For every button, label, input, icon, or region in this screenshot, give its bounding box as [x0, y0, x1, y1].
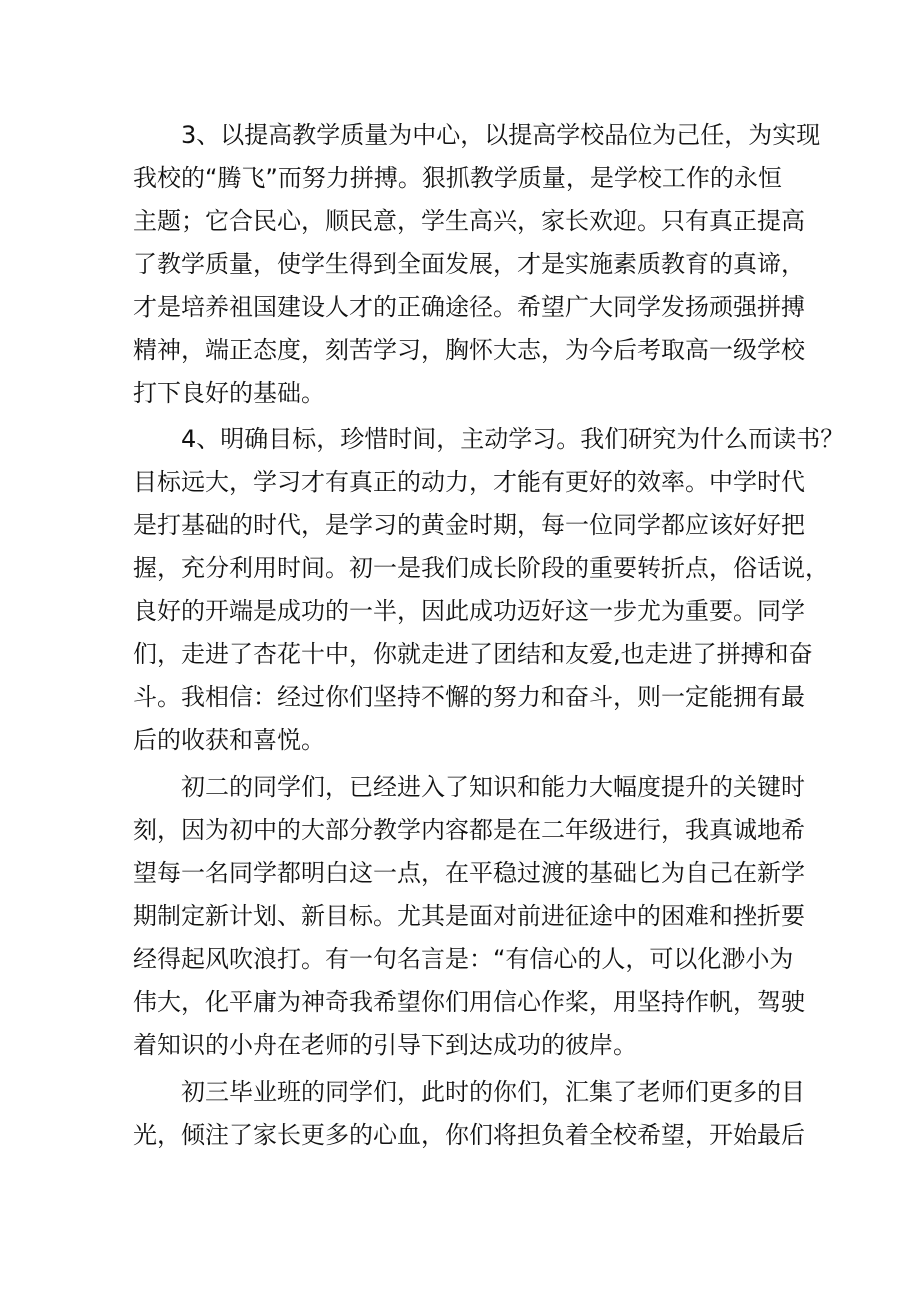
paragraph-4-line-7: 斗。我相信：经过你们坚持不懈的努力和奋斗，则一定能拥有最 [133, 683, 805, 711]
paragraph-3-line-3: 主题；它合民心，顺民意，学生高兴，家长欢迎。只有真正提高 [133, 207, 805, 235]
paragraph-3-line-7: 打下良好的基础。 [133, 379, 325, 407]
paragraph-grade2-line-5: 经得起风吹浪打。有一句名言是：“有信心的人，可以化渺小为 [133, 945, 794, 973]
paragraph-grade2-line-6: 伟大，化平庸为神奇我希望你们用信心作桨，用坚持作帆，驾驶 [133, 988, 805, 1016]
paragraph-3-line-4: 了教学质量，使学生得到全面发展，才是实施素质教育的真谛， [133, 250, 805, 278]
paragraph-4-line-4: 握，充分利用时间。初一是我们成长阶段的重要转折点，俗话说， [133, 554, 829, 582]
paragraph-4-line-3: 是打基础的时代，是学习的黄金时期，每一位同学都应该好好把 [133, 511, 805, 539]
paragraph-grade2-line-3: 望每一名同学都明白这一点，在平稳过渡的基础匕为自己在新学 [133, 859, 805, 887]
paragraph-3-line-2: 我校的“腾飞”而努力拼搏。狠抓教学质量，是学校工作的永恒 [133, 164, 782, 192]
paragraph-4-line-6: 们，走进了杏花十中，你就走进了团结和友爱,也走进了拼搏和奋 [133, 640, 813, 668]
paragraph-grade3-line-1: 初三毕业班的同学们，此时的你们，汇集了老师们更多的目 [181, 1078, 805, 1106]
paragraph-4-line-5: 良好的开端是成功的一半，因此成功迈好这一步尤为重要。同学 [133, 597, 805, 625]
paragraph-grade2-line-2: 刻，因为初中的大部分教学内容都是在二年级进行，我真诚地希 [133, 816, 805, 844]
paragraph-4-line-2: 目标远大，学习才有真正的动力，才能有更好的效率。中学时代 [133, 468, 805, 496]
paragraph-4-line-1: 4、明确目标，珍惜时间，主动学习。我们研究为什么而读书？ [181, 425, 845, 453]
paragraph-grade2-line-1: 初二的同学们，已经进入了知识和能力大幅度提升的关键时 [181, 773, 805, 801]
paragraph-3-line-6: 精神，端正态度，刻苦学习，胸怀大志，为今后考取高一级学校 [133, 336, 805, 364]
paragraph-3-line-1: 3、以提高教学质量为中心，以提高学校品位为己任，为实现 [181, 121, 821, 149]
paragraph-grade2-line-7: 着知识的小舟在老师的引导下到达成功的彼岸。 [133, 1031, 637, 1059]
paragraph-4-line-8: 后的收获和喜悦。 [133, 726, 325, 754]
paragraph-grade2-line-4: 期制定新计划、新目标。尤其是面对前进征途中的困难和挫折要 [133, 902, 805, 930]
paragraph-grade3-line-2: 光，倾注了家长更多的心血，你们将担负着全校希望，开始最后 [133, 1121, 805, 1149]
paragraph-3-line-5: 才是培养祖国建设人才的正确途径。希望广大同学发扬顽强拼搏 [133, 293, 805, 321]
